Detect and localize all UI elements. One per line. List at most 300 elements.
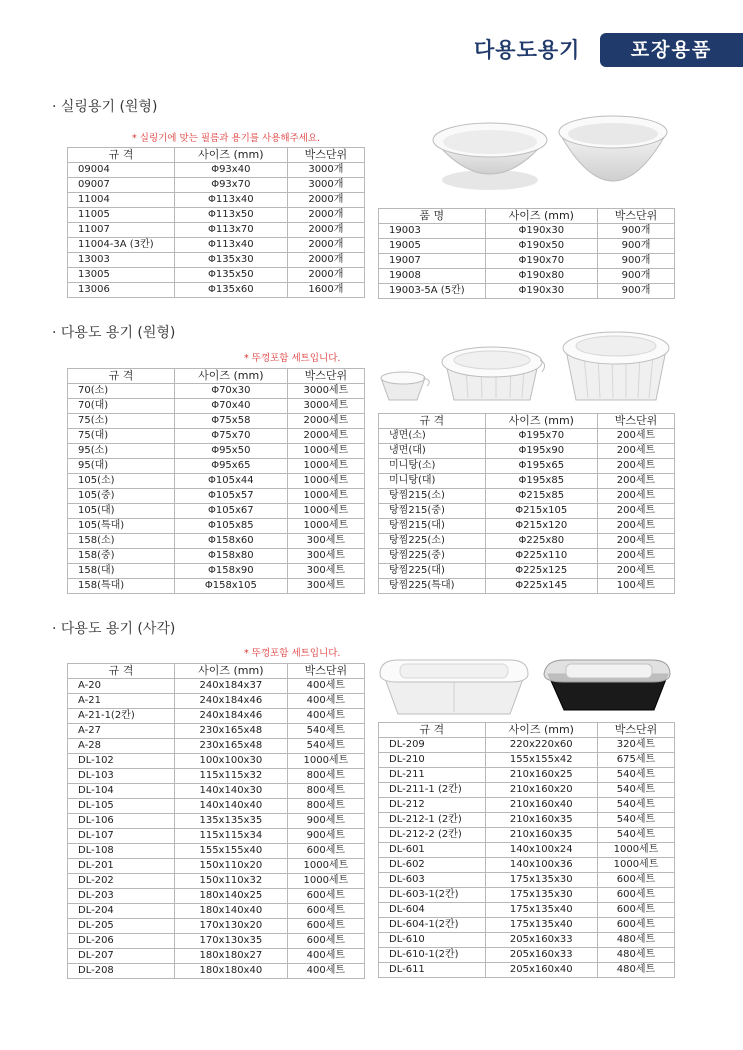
cell-size: Φ113x40 [174, 193, 287, 208]
cell-box-unit: 400세트 [287, 949, 364, 964]
spec-table [67, 368, 365, 594]
cell-size: Φ93x40 [174, 163, 287, 178]
cell-spec: DL-104 [68, 784, 175, 799]
cell-box-unit: 600세트 [287, 889, 364, 904]
cell-size: 155x155x40 [174, 844, 287, 859]
cell-box-unit: 1000세트 [287, 444, 364, 459]
cell-size: 180x180x27 [174, 949, 287, 964]
header-size: 사이즈 (mm) [485, 209, 597, 224]
table-row [379, 843, 675, 858]
table-row [68, 844, 365, 859]
cell-size: Φ158x90 [174, 564, 287, 579]
cell-size: Φ75x70 [174, 429, 287, 444]
table-row [68, 549, 365, 564]
cell-spec: A-20 [68, 679, 175, 694]
cell-size: 240x184x46 [174, 694, 287, 709]
cell-box-unit: 200세트 [598, 534, 675, 549]
cell-box-unit: 2000개 [287, 253, 364, 268]
cell-box-unit: 400세트 [287, 694, 364, 709]
table-row [379, 444, 675, 459]
cell-size: Φ195x90 [485, 444, 597, 459]
cell-spec: DL-106 [68, 814, 175, 829]
cell-spec: 75(대) [68, 429, 175, 444]
cell-size: 175x135x30 [485, 873, 597, 888]
cell-size: 175x135x40 [485, 903, 597, 918]
section-title-round: · 다용도 용기 (원형) [52, 325, 176, 341]
header-spec: 규 격 [68, 664, 175, 679]
table-row [68, 399, 365, 414]
table-row [379, 948, 675, 963]
cell-spec: DL-610 [379, 933, 486, 948]
cell-spec: DL-212-2 (2칸) [379, 828, 486, 843]
table-row [68, 429, 365, 444]
table-row [68, 474, 365, 489]
cell-box-unit: 300세트 [287, 579, 364, 594]
cell-box-unit: 200세트 [598, 444, 675, 459]
cell-spec: DL-207 [68, 949, 175, 964]
table-row [379, 858, 675, 873]
cell-size: Φ195x85 [485, 474, 597, 489]
cell-box-unit: 1000세트 [598, 858, 675, 873]
cell-spec: 158(대) [68, 564, 175, 579]
cell-spec: DL-203 [68, 889, 175, 904]
table-header-row [68, 148, 365, 163]
cell-size: Φ190x50 [485, 239, 597, 254]
cell-spec: DL-107 [68, 829, 175, 844]
header-box-unit: 박스단위 [598, 723, 675, 738]
cell-spec: A-28 [68, 739, 175, 754]
cell-box-unit: 200세트 [598, 459, 675, 474]
category-title: 다용도용기 [474, 38, 581, 62]
cell-box-unit: 600세트 [287, 934, 364, 949]
table-row [68, 223, 365, 238]
cell-size: 210x160x40 [485, 798, 597, 813]
cell-size: Φ225x80 [485, 534, 597, 549]
cell-spec: DL-108 [68, 844, 175, 859]
cell-box-unit: 1000세트 [287, 519, 364, 534]
cell-box-unit: 600세트 [287, 844, 364, 859]
table-row [68, 904, 365, 919]
cell-spec: DL-204 [68, 904, 175, 919]
table-row [379, 254, 675, 269]
cell-box-unit: 1000세트 [287, 874, 364, 889]
cell-box-unit: 3000개 [287, 163, 364, 178]
table-row [68, 163, 365, 178]
cell-spec: 19007 [379, 254, 486, 269]
table-row [379, 918, 675, 933]
cell-size: 150x110x32 [174, 874, 287, 889]
cell-spec: DL-103 [68, 769, 175, 784]
cell-box-unit: 600세트 [598, 888, 675, 903]
square-clear-container-image [376, 650, 531, 720]
cell-size: 220x220x60 [485, 738, 597, 753]
cell-box-unit: 200세트 [598, 429, 675, 444]
cell-box-unit: 1000세트 [598, 843, 675, 858]
cell-box-unit: 600세트 [598, 903, 675, 918]
cell-box-unit: 2000개 [287, 223, 364, 238]
cell-spec: DL-206 [68, 934, 175, 949]
cell-box-unit: 1000세트 [287, 504, 364, 519]
table-row [379, 549, 675, 564]
cell-spec: DL-209 [379, 738, 486, 753]
sealing-bowl-shallow-image [428, 112, 553, 197]
table-header-row [68, 369, 365, 384]
cell-spec: DL-604 [379, 903, 486, 918]
cell-spec: 탕찜225(소) [379, 534, 486, 549]
cell-box-unit: 900개 [598, 269, 675, 284]
table-row [379, 489, 675, 504]
cell-size: 210x160x35 [485, 828, 597, 843]
cell-size: Φ195x65 [485, 459, 597, 474]
cell-box-unit: 1000세트 [287, 754, 364, 769]
cell-size: Φ113x50 [174, 208, 287, 223]
cell-spec: 탕찜225(특대) [379, 579, 486, 594]
cell-box-unit: 540세트 [287, 724, 364, 739]
header-size: 사이즈 (mm) [174, 664, 287, 679]
cell-size: Φ93x70 [174, 178, 287, 193]
header-box-unit: 박스단위 [287, 369, 364, 384]
cell-box-unit: 900개 [598, 254, 675, 269]
table-header-row [379, 209, 675, 224]
table-row [379, 753, 675, 768]
header-box-unit: 박스단위 [287, 664, 364, 679]
cell-spec: 19008 [379, 269, 486, 284]
table-row [68, 238, 365, 253]
table-row [379, 429, 675, 444]
cell-box-unit: 200세트 [598, 474, 675, 489]
cell-spec: 19003 [379, 224, 486, 239]
cell-spec: 탕찜225(중) [379, 549, 486, 564]
cell-size: Φ105x85 [174, 519, 287, 534]
header-size: 사이즈 (mm) [485, 723, 597, 738]
cell-spec: DL-212 [379, 798, 486, 813]
table-row [68, 889, 365, 904]
cell-box-unit: 300세트 [287, 564, 364, 579]
cell-size: 140x100x36 [485, 858, 597, 873]
cell-spec: 미니탕(대) [379, 474, 486, 489]
cell-spec: 105(특대) [68, 519, 175, 534]
cell-spec: 탕찜215(소) [379, 489, 486, 504]
table-row [379, 474, 675, 489]
cell-spec: 105(소) [68, 474, 175, 489]
cell-spec: 냉면(대) [379, 444, 486, 459]
table-row [68, 694, 365, 709]
cell-size: Φ190x70 [485, 254, 597, 269]
cell-size: Φ75x58 [174, 414, 287, 429]
cell-box-unit: 200세트 [598, 549, 675, 564]
cell-spec: 75(소) [68, 414, 175, 429]
cell-box-unit: 900세트 [287, 814, 364, 829]
small-round-container-image [377, 366, 433, 404]
cell-size: Φ70x40 [174, 399, 287, 414]
cell-spec: A-21 [68, 694, 175, 709]
table-row [68, 193, 365, 208]
header-size: 사이즈 (mm) [485, 414, 597, 429]
cell-size: Φ215x120 [485, 519, 597, 534]
header-spec: 규 격 [68, 369, 175, 384]
cell-size: Φ105x44 [174, 474, 287, 489]
table-row [379, 828, 675, 843]
cell-spec: DL-205 [68, 919, 175, 934]
table-row [379, 888, 675, 903]
cell-size: 170x130x35 [174, 934, 287, 949]
table-row [68, 724, 365, 739]
section-note-round: * 뚜껑포함 세트입니다. [244, 353, 341, 364]
cell-box-unit: 3000세트 [287, 384, 364, 399]
sealing-bowl-deep-image [553, 110, 673, 200]
table-header-row [379, 723, 675, 738]
cell-spec: A-21-1(2칸) [68, 709, 175, 724]
table-row [68, 489, 365, 504]
cell-size: Φ95x65 [174, 459, 287, 474]
cell-spec: DL-611 [379, 963, 486, 978]
table-header-row [68, 664, 365, 679]
table-row [68, 268, 365, 283]
cell-size: 180x140x40 [174, 904, 287, 919]
cell-size: Φ190x30 [485, 224, 597, 239]
cell-spec: 95(대) [68, 459, 175, 474]
cell-box-unit: 600세트 [287, 919, 364, 934]
cell-spec: 탕찜225(대) [379, 564, 486, 579]
cell-size: Φ105x67 [174, 504, 287, 519]
cell-size: 240x184x46 [174, 709, 287, 724]
cell-spec: DL-201 [68, 859, 175, 874]
cell-size: Φ70x30 [174, 384, 287, 399]
spec-table [67, 663, 365, 979]
table-row [68, 504, 365, 519]
cell-box-unit: 3000개 [287, 178, 364, 193]
cell-spec: 13003 [68, 253, 175, 268]
cell-spec: 70(소) [68, 384, 175, 399]
cell-spec: 11007 [68, 223, 175, 238]
table-row [379, 798, 675, 813]
cell-size: Φ113x40 [174, 238, 287, 253]
cell-spec: DL-211 [379, 768, 486, 783]
table-row [379, 564, 675, 579]
table-row [68, 784, 365, 799]
cell-size: 115x115x34 [174, 829, 287, 844]
spec-table [67, 147, 365, 298]
cell-size: 135x135x35 [174, 814, 287, 829]
cell-size: Φ225x110 [485, 549, 597, 564]
header-box-unit: 박스단위 [598, 209, 675, 224]
cell-size: 210x160x35 [485, 813, 597, 828]
cell-spec: DL-604-1(2칸) [379, 918, 486, 933]
cell-spec: 19005 [379, 239, 486, 254]
cell-size: 210x160x20 [485, 783, 597, 798]
table-row [379, 519, 675, 534]
table-header-row [379, 414, 675, 429]
table-row [68, 754, 365, 769]
cell-spec: DL-610-1(2칸) [379, 948, 486, 963]
cell-box-unit: 320세트 [598, 738, 675, 753]
cell-size: Φ95x50 [174, 444, 287, 459]
cell-spec: 105(대) [68, 504, 175, 519]
table-row [68, 679, 365, 694]
header-spec: 규 격 [68, 148, 175, 163]
cell-spec: 70(대) [68, 399, 175, 414]
cell-box-unit: 2000개 [287, 208, 364, 223]
header-spec: 규 격 [379, 723, 486, 738]
cell-size: Φ215x105 [485, 504, 597, 519]
header-box-unit: 박스단위 [287, 148, 364, 163]
section-title-sealing: · 실링용기 (원형) [52, 99, 158, 115]
table-row [68, 949, 365, 964]
cell-spec: 탕찜215(중) [379, 504, 486, 519]
cell-size: Φ135x60 [174, 283, 287, 298]
cell-size: 100x100x30 [174, 754, 287, 769]
cell-box-unit: 540세트 [598, 768, 675, 783]
cell-size: 155x155x42 [485, 753, 597, 768]
cell-size: Φ190x30 [485, 284, 597, 299]
cell-box-unit: 1000세트 [287, 459, 364, 474]
cell-size: 205x160x33 [485, 948, 597, 963]
cell-spec: DL-602 [379, 858, 486, 873]
header-spec: 규 격 [379, 414, 486, 429]
cell-box-unit: 300세트 [287, 549, 364, 564]
cell-size: Φ158x60 [174, 534, 287, 549]
cell-box-unit: 1600개 [287, 283, 364, 298]
cell-size: Φ113x70 [174, 223, 287, 238]
cell-box-unit: 2000세트 [287, 429, 364, 444]
cell-spec: 95(소) [68, 444, 175, 459]
table-row [379, 738, 675, 753]
table-row [68, 564, 365, 579]
cell-size: Φ158x105 [174, 579, 287, 594]
cell-box-unit: 3000세트 [287, 399, 364, 414]
table-row [68, 919, 365, 934]
table-row [379, 903, 675, 918]
cell-box-unit: 540세트 [598, 828, 675, 843]
table-row [379, 933, 675, 948]
cell-box-unit: 2000개 [287, 238, 364, 253]
cell-spec: DL-211-1 (2칸) [379, 783, 486, 798]
table-row [68, 459, 365, 474]
table-row [68, 414, 365, 429]
round-lidded-container-image [436, 340, 548, 406]
table-row [379, 504, 675, 519]
cell-size: Φ225x145 [485, 579, 597, 594]
cell-size: 210x160x25 [485, 768, 597, 783]
cell-size: 140x140x30 [174, 784, 287, 799]
cell-box-unit: 600세트 [598, 873, 675, 888]
square-black-container-image [540, 652, 674, 716]
table-row [68, 534, 365, 549]
cell-spec: 09007 [68, 178, 175, 193]
cell-box-unit: 1000세트 [287, 474, 364, 489]
spec-table [378, 722, 675, 978]
table-row [68, 964, 365, 979]
cell-box-unit: 300세트 [287, 534, 364, 549]
cell-box-unit: 400세트 [287, 679, 364, 694]
cell-box-unit: 200세트 [598, 489, 675, 504]
table-row [68, 208, 365, 223]
cell-size: 240x184x37 [174, 679, 287, 694]
spec-table [378, 208, 675, 299]
cell-size: Φ215x85 [485, 489, 597, 504]
cell-spec: DL-603 [379, 873, 486, 888]
cell-spec: DL-210 [379, 753, 486, 768]
cell-box-unit: 100세트 [598, 579, 675, 594]
header-box-unit: 박스단위 [598, 414, 675, 429]
cell-size: 150x110x20 [174, 859, 287, 874]
cell-spec: 미니탕(소) [379, 459, 486, 474]
cell-box-unit: 480세트 [598, 963, 675, 978]
cell-size: 140x100x24 [485, 843, 597, 858]
cell-size: 205x160x33 [485, 933, 597, 948]
table-row [379, 224, 675, 239]
section-title-square: · 다용도 용기 (사각) [52, 621, 176, 637]
table-row [68, 814, 365, 829]
cell-size: Φ135x50 [174, 268, 287, 283]
cell-size: 115x115x32 [174, 769, 287, 784]
cell-size: 180x180x40 [174, 964, 287, 979]
table-row [68, 579, 365, 594]
cell-box-unit: 1000세트 [287, 489, 364, 504]
spec-table [378, 413, 675, 594]
category-badge: 포장용품 [600, 33, 743, 67]
table-row [68, 384, 365, 399]
cell-spec: 19003-5A (5칸) [379, 284, 486, 299]
section-note-square: * 뚜껑포함 세트입니다. [244, 648, 341, 659]
cell-box-unit: 900세트 [287, 829, 364, 844]
cell-spec: DL-105 [68, 799, 175, 814]
table-row [379, 284, 675, 299]
table-row [68, 799, 365, 814]
cell-box-unit: 900개 [598, 284, 675, 299]
cell-box-unit: 600세트 [287, 904, 364, 919]
cell-box-unit: 200세트 [598, 519, 675, 534]
table-row [379, 269, 675, 284]
table-row [68, 253, 365, 268]
header-size: 사이즈 (mm) [174, 148, 287, 163]
table-row [68, 283, 365, 298]
cell-size: 230x165x48 [174, 739, 287, 754]
cell-size: 170x130x20 [174, 919, 287, 934]
cell-spec: DL-603-1(2칸) [379, 888, 486, 903]
cell-size: Φ195x70 [485, 429, 597, 444]
cell-box-unit: 1000세트 [287, 859, 364, 874]
cell-spec: 105(중) [68, 489, 175, 504]
cell-box-unit: 400세트 [287, 709, 364, 724]
cell-box-unit: 540세트 [287, 739, 364, 754]
cell-box-unit: 540세트 [598, 798, 675, 813]
cell-spec: 158(특대) [68, 579, 175, 594]
cell-spec: 냉면(소) [379, 429, 486, 444]
cell-size: Φ190x80 [485, 269, 597, 284]
cell-box-unit: 200세트 [598, 504, 675, 519]
cell-size: 175x135x30 [485, 888, 597, 903]
section-note-sealing: * 실링기에 맞는 필름과 용기를 사용해주세요. [132, 133, 321, 144]
cell-spec: 13005 [68, 268, 175, 283]
table-row [379, 873, 675, 888]
cell-box-unit: 400세트 [287, 964, 364, 979]
cell-box-unit: 675세트 [598, 753, 675, 768]
table-row [379, 239, 675, 254]
cell-spec: DL-208 [68, 964, 175, 979]
cell-size: 180x140x25 [174, 889, 287, 904]
header-spec: 품 명 [379, 209, 486, 224]
header-size: 사이즈 (mm) [174, 369, 287, 384]
cell-spec: A-27 [68, 724, 175, 739]
cell-box-unit: 480세트 [598, 933, 675, 948]
cell-box-unit: 480세트 [598, 948, 675, 963]
cell-box-unit: 600세트 [598, 918, 675, 933]
cell-box-unit: 200세트 [598, 564, 675, 579]
table-row [379, 579, 675, 594]
cell-box-unit: 800세트 [287, 784, 364, 799]
table-row [68, 829, 365, 844]
